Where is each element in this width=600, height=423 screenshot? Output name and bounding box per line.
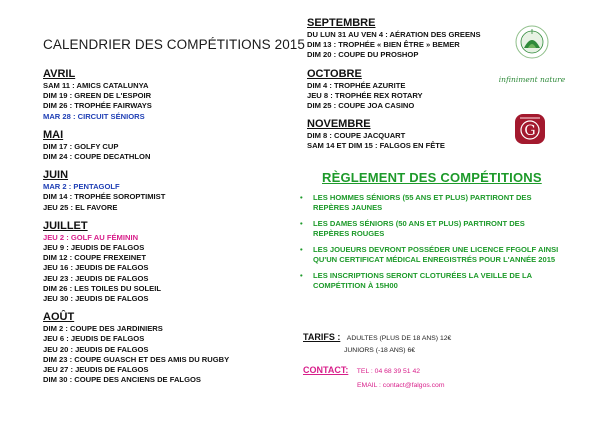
competition-entry: JEU 25 : EL FAVORE bbox=[43, 202, 118, 212]
rule-item bbox=[300, 271, 560, 291]
calendar-right-column bbox=[307, 17, 507, 152]
contact-email: EMAIL : contact@falgos.com bbox=[357, 382, 445, 389]
rule-item bbox=[300, 219, 560, 239]
competition-entry: DIM 25 : COUPE JOA CASINO bbox=[307, 101, 415, 111]
competition-entry: JEU 30 : JEUDIS DE FALGOS bbox=[43, 294, 149, 304]
rules-list bbox=[300, 193, 560, 297]
g-badge-icon bbox=[514, 113, 546, 145]
competition-entry: DU LUN 31 AU VEN 4 : AÉRATION DES GREENS bbox=[307, 30, 481, 39]
month-heading: SEPTEMBRE bbox=[307, 17, 376, 29]
rule-text: LES HOMMES SÉNIORS (55 ANS ET PLUS) PARTIRONT DES REPÈRES JAUNES bbox=[313, 193, 532, 212]
golf-logo-top bbox=[482, 20, 582, 82]
month-block-août bbox=[43, 311, 288, 385]
competition-entry: SAM 14 ET DIM 15 : FALGOS EN FÊTE bbox=[307, 141, 445, 151]
competition-entry: JEU 23 : JEUDIS DE FALGOS bbox=[43, 273, 149, 283]
contact-label: CONTACT: bbox=[303, 365, 349, 375]
competition-entry: DIM 23 : COUPE GUASCH ET DES AMIS DU RUGBY bbox=[43, 354, 230, 364]
rule-item bbox=[300, 193, 560, 213]
month-block-avril bbox=[43, 68, 288, 122]
month-block-juillet bbox=[43, 220, 288, 304]
bullet-icon: • bbox=[300, 271, 303, 280]
competition-entry: DIM 12 : COUPE FREXEINET bbox=[43, 253, 146, 263]
competition-entry: DIM 14 : TROPHÉE SOROPTIMIST bbox=[43, 192, 166, 202]
month-heading: AOÛT bbox=[43, 311, 75, 324]
competition-entry: DIM 24 : COUPE DECATHLON bbox=[43, 152, 151, 162]
month-heading: OCTOBRE bbox=[307, 67, 362, 80]
rules-title: RÈGLEMENT DES COMPÉTITIONS bbox=[322, 170, 542, 185]
competition-entry: JEU 8 : TROPHÉE REX ROTARY bbox=[307, 90, 423, 100]
competition-entry: DIM 8 : COUPE JACQUART bbox=[307, 131, 406, 141]
competition-entry: MAR 28 : CIRCUIT SÉNIORS bbox=[43, 111, 145, 121]
rule-item bbox=[300, 245, 560, 265]
month-heading: AVRIL bbox=[43, 68, 76, 80]
competition-entry: JEU 16 : JEUDIS DE FALGOS bbox=[43, 263, 149, 273]
tarifs-adults: ADULTES (PLUS DE 18 ANS) 12€ bbox=[346, 335, 452, 342]
rule-text: LES INSCRIPTIONS SERONT CLOTURÉES LA VEILLE DE LA COMPÉTITION À 15H00 bbox=[313, 271, 532, 290]
competition-entry: DIM 4 : TROPHÉE AZURITE bbox=[307, 80, 406, 90]
competition-entry: MAR 2 : PENTAGOLF bbox=[43, 182, 120, 192]
logo-tagline: infiniment nature bbox=[498, 75, 566, 84]
competition-entry: DIM 19 : GREEN DE L'ESPOIR bbox=[43, 91, 152, 101]
calendar-left-column bbox=[43, 68, 288, 385]
month-block-septembre bbox=[307, 17, 507, 61]
golf-emblem-icon bbox=[482, 20, 582, 68]
competition-entry: DIM 20 : COUPE DU PROSHOP bbox=[307, 50, 419, 60]
competition-entry: DIM 26 : LES TOILES DU SOLEIL bbox=[43, 283, 161, 293]
page-title: CALENDRIER DES COMPÉTITIONS 2015 bbox=[43, 37, 306, 52]
month-heading: MAI bbox=[43, 128, 64, 141]
tarifs-label: TARIFS : bbox=[303, 332, 341, 342]
tarifs-block bbox=[303, 327, 563, 354]
competition-entry: SAM 11 : AMICS CATALUNYA bbox=[43, 81, 149, 90]
tarifs-juniors: JUNIORS (-18 ANS) 6€ bbox=[344, 347, 416, 354]
month-heading: JUIN bbox=[43, 169, 69, 182]
bullet-icon: • bbox=[300, 193, 303, 202]
month-block-juin bbox=[43, 169, 288, 213]
month-heading: JUILLET bbox=[43, 219, 88, 232]
competition-entry: DIM 2 : COUPE DES JARDINIERS bbox=[43, 324, 163, 334]
competition-entry: JEU 9 : JEUDIS DE FALGOS bbox=[43, 243, 145, 253]
competition-entry: JEU 27 : JEUDIS DE FALGOS bbox=[43, 365, 149, 375]
svg-text:G: G bbox=[524, 123, 536, 139]
competition-entry: JEU 2 : GOLF AU FÉMININ bbox=[43, 232, 139, 242]
rule-text: LES JOUEURS DEVRONT POSSÉDER UNE LICENCE FFGOLF AINSI QU'UN CERTIFICAT MÉDICAL ENREGISTRÉS POUR L'ANNÉE 2015 bbox=[313, 245, 559, 264]
month-block-novembre bbox=[307, 118, 507, 151]
competition-entry: DIM 30 : COUPE DES ANCIENS DE FALGOS bbox=[43, 375, 201, 385]
bullet-icon: • bbox=[300, 219, 303, 228]
competition-entry: JEU 6 : JEUDIS DE FALGOS bbox=[43, 334, 145, 344]
competition-entry: DIM 26 : TROPHÉE FAIRWAYS bbox=[43, 101, 152, 111]
month-block-mai bbox=[43, 129, 288, 162]
contact-block bbox=[303, 360, 563, 389]
rule-text: LES DAMES SÉNIORS (50 ANS ET PLUS) PARTIRONT DES REPÈRES ROUGES bbox=[313, 219, 525, 238]
competition-entry: DIM 13 : TROPHÉE « BIEN ÊTRE » BEMER bbox=[307, 40, 460, 50]
golf-logo-g bbox=[514, 113, 546, 145]
competition-entry: DIM 17 : GOLFY CUP bbox=[43, 141, 119, 151]
contact-phone: TEL : 04 68 39 51 42 bbox=[356, 368, 421, 375]
month-heading: NOVEMBRE bbox=[307, 118, 371, 131]
competition-entry: JEU 20 : JEUDIS DE FALGOS bbox=[43, 344, 149, 354]
month-block-octobre bbox=[307, 68, 507, 112]
bullet-icon: • bbox=[300, 245, 303, 254]
